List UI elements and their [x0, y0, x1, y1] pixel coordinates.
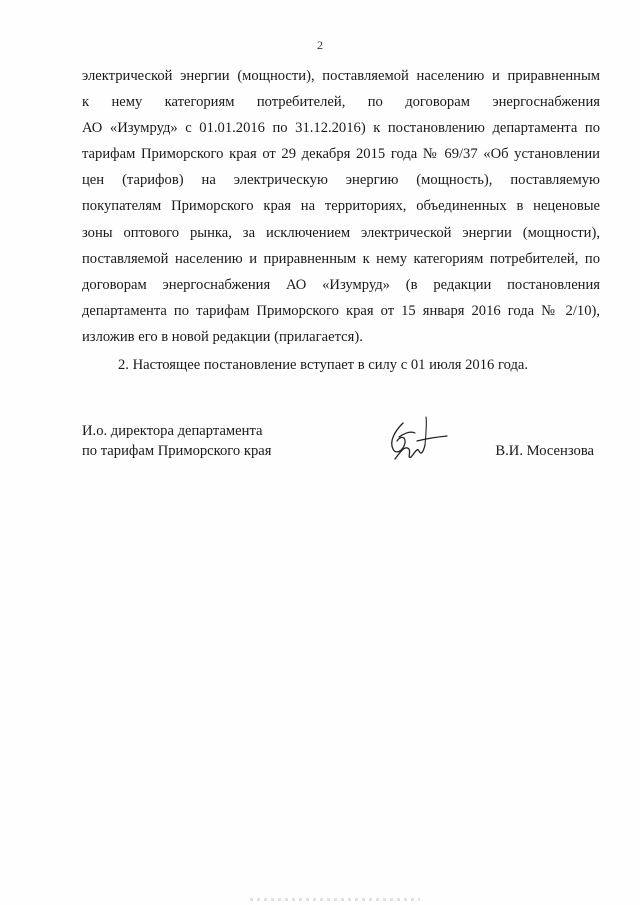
paragraph-1-line: зоны оптового рынка, за исключением электрической энергии (мощности), [82, 224, 600, 241]
signatory-title-line-1: И.о. директора департамента [82, 423, 263, 439]
paragraph-1 [82, 63, 600, 350]
paragraph-1-line [82, 167, 600, 193]
signature-block [82, 421, 600, 471]
word: поставляемую [510, 172, 600, 189]
word: энергию [345, 172, 399, 189]
word: нему [111, 94, 143, 111]
handwritten-signature [381, 415, 451, 467]
paragraph-2: 2. Настоящее постановление вступает в силу с 01 июля 2016 года. [118, 357, 528, 374]
scan-artifact-line [250, 898, 420, 901]
paragraph-1-line: договорам энергоснабжения АО «Изумруд» (в редакции постановления [82, 276, 600, 293]
word: категориям [164, 94, 235, 111]
word: (тарифов) [122, 172, 184, 189]
signatory-title-line-2: по тарифам Приморского края [82, 443, 272, 459]
paragraph-1-line: покупателям Приморского края на территориях, объединенных в неценовые [82, 198, 600, 215]
paragraph-1-line: изложив его в новой редакции (прилагается). [82, 328, 363, 345]
word: к [82, 94, 90, 111]
paragraph-1-line: департамента по тарифам Приморского края от 15 января 2016 года № 2/10), [82, 302, 600, 319]
word: по [367, 94, 383, 111]
paragraph-1-line: электрической энергии (мощности), поставляемой населению и приравненным [82, 68, 600, 84]
word: энергоснабжения [492, 94, 600, 111]
word: потребителей, [256, 94, 346, 111]
paragraph-1-line: тарифам Приморского края от 29 декабря 2015 года № 69/37 «Об установлении [82, 146, 600, 163]
paragraph-1-line [82, 89, 600, 115]
paragraph-1-line: АО «Изумруд» с 01.01.2016 по 31.12.2016) к постановлению департамента по [82, 120, 600, 137]
word: договорам [405, 94, 470, 111]
signatory-name: В.И. Мосензова [495, 443, 594, 459]
word: цен [82, 172, 105, 189]
word: на [201, 172, 216, 189]
word: (мощность), [416, 172, 493, 189]
document-body [82, 63, 600, 378]
page-number: 2 [317, 38, 323, 52]
word: электрическую [233, 172, 328, 189]
paragraph-1-line: поставляемой населению и приравненным к нему категориям потребителей, по [82, 250, 600, 267]
